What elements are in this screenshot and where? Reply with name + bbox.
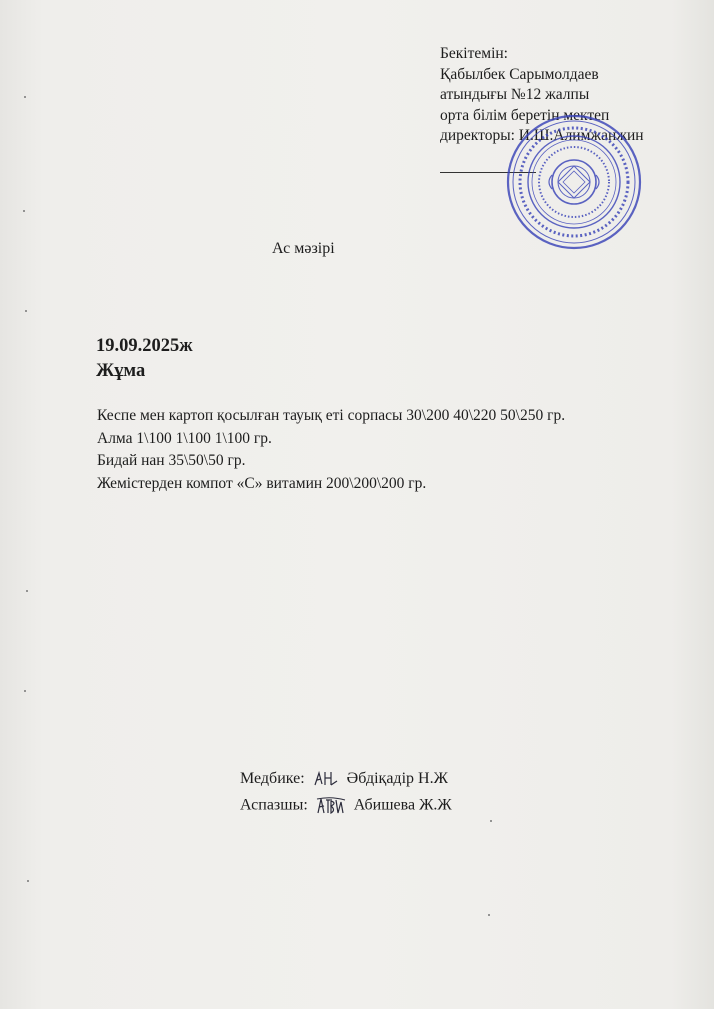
- cook-signature: [316, 796, 346, 816]
- cook-name: Абишева Ж.Ж: [353, 796, 452, 814]
- approval-line: Қабылбек Сарымолдаев: [440, 65, 599, 83]
- nurse-row: [240, 770, 448, 788]
- page-speck: [490, 820, 492, 822]
- menu-date: 19.09.2025ж: [96, 336, 193, 356]
- page-speck: [24, 690, 26, 692]
- official-seal-stamp: [505, 113, 643, 251]
- approval-line: орта білім беретін мектеп: [440, 106, 610, 124]
- approval-line: директоры: И.Ш.Алимжанжин: [440, 127, 644, 144]
- cook-label: Аспазшы:: [240, 796, 308, 814]
- nurse-label: Медбике:: [240, 770, 305, 787]
- menu-item: Бидай нан 35\50\50 гр.: [97, 452, 246, 469]
- menu-item: Алма 1\100 1\100 1\100 гр.: [97, 429, 272, 447]
- menu-item: Жемістерден компот «С» витамин 200\200\200 гр.: [97, 474, 427, 492]
- approval-line: Бекітемін:: [440, 45, 508, 62]
- page-speck: [488, 914, 490, 916]
- document-title: Ас мәзірі: [272, 240, 335, 257]
- page-speck: [23, 210, 25, 212]
- nurse-signature: [313, 770, 339, 788]
- page-speck: [25, 310, 27, 312]
- menu-list: [97, 405, 565, 495]
- approval-line: атындығы №12 жалпы: [440, 86, 590, 103]
- menu-item: Кеспе мен картоп қосылған тауық еті сорпасы 30\200 40\220 50\250 гр.: [97, 407, 566, 424]
- page-speck: [27, 880, 29, 882]
- cook-row: [240, 796, 452, 816]
- page-speck: [26, 590, 28, 592]
- nurse-name: Әбдіқадір Н.Ж: [346, 770, 448, 787]
- page-speck: [24, 96, 26, 98]
- menu-weekday: Жұма: [96, 361, 146, 381]
